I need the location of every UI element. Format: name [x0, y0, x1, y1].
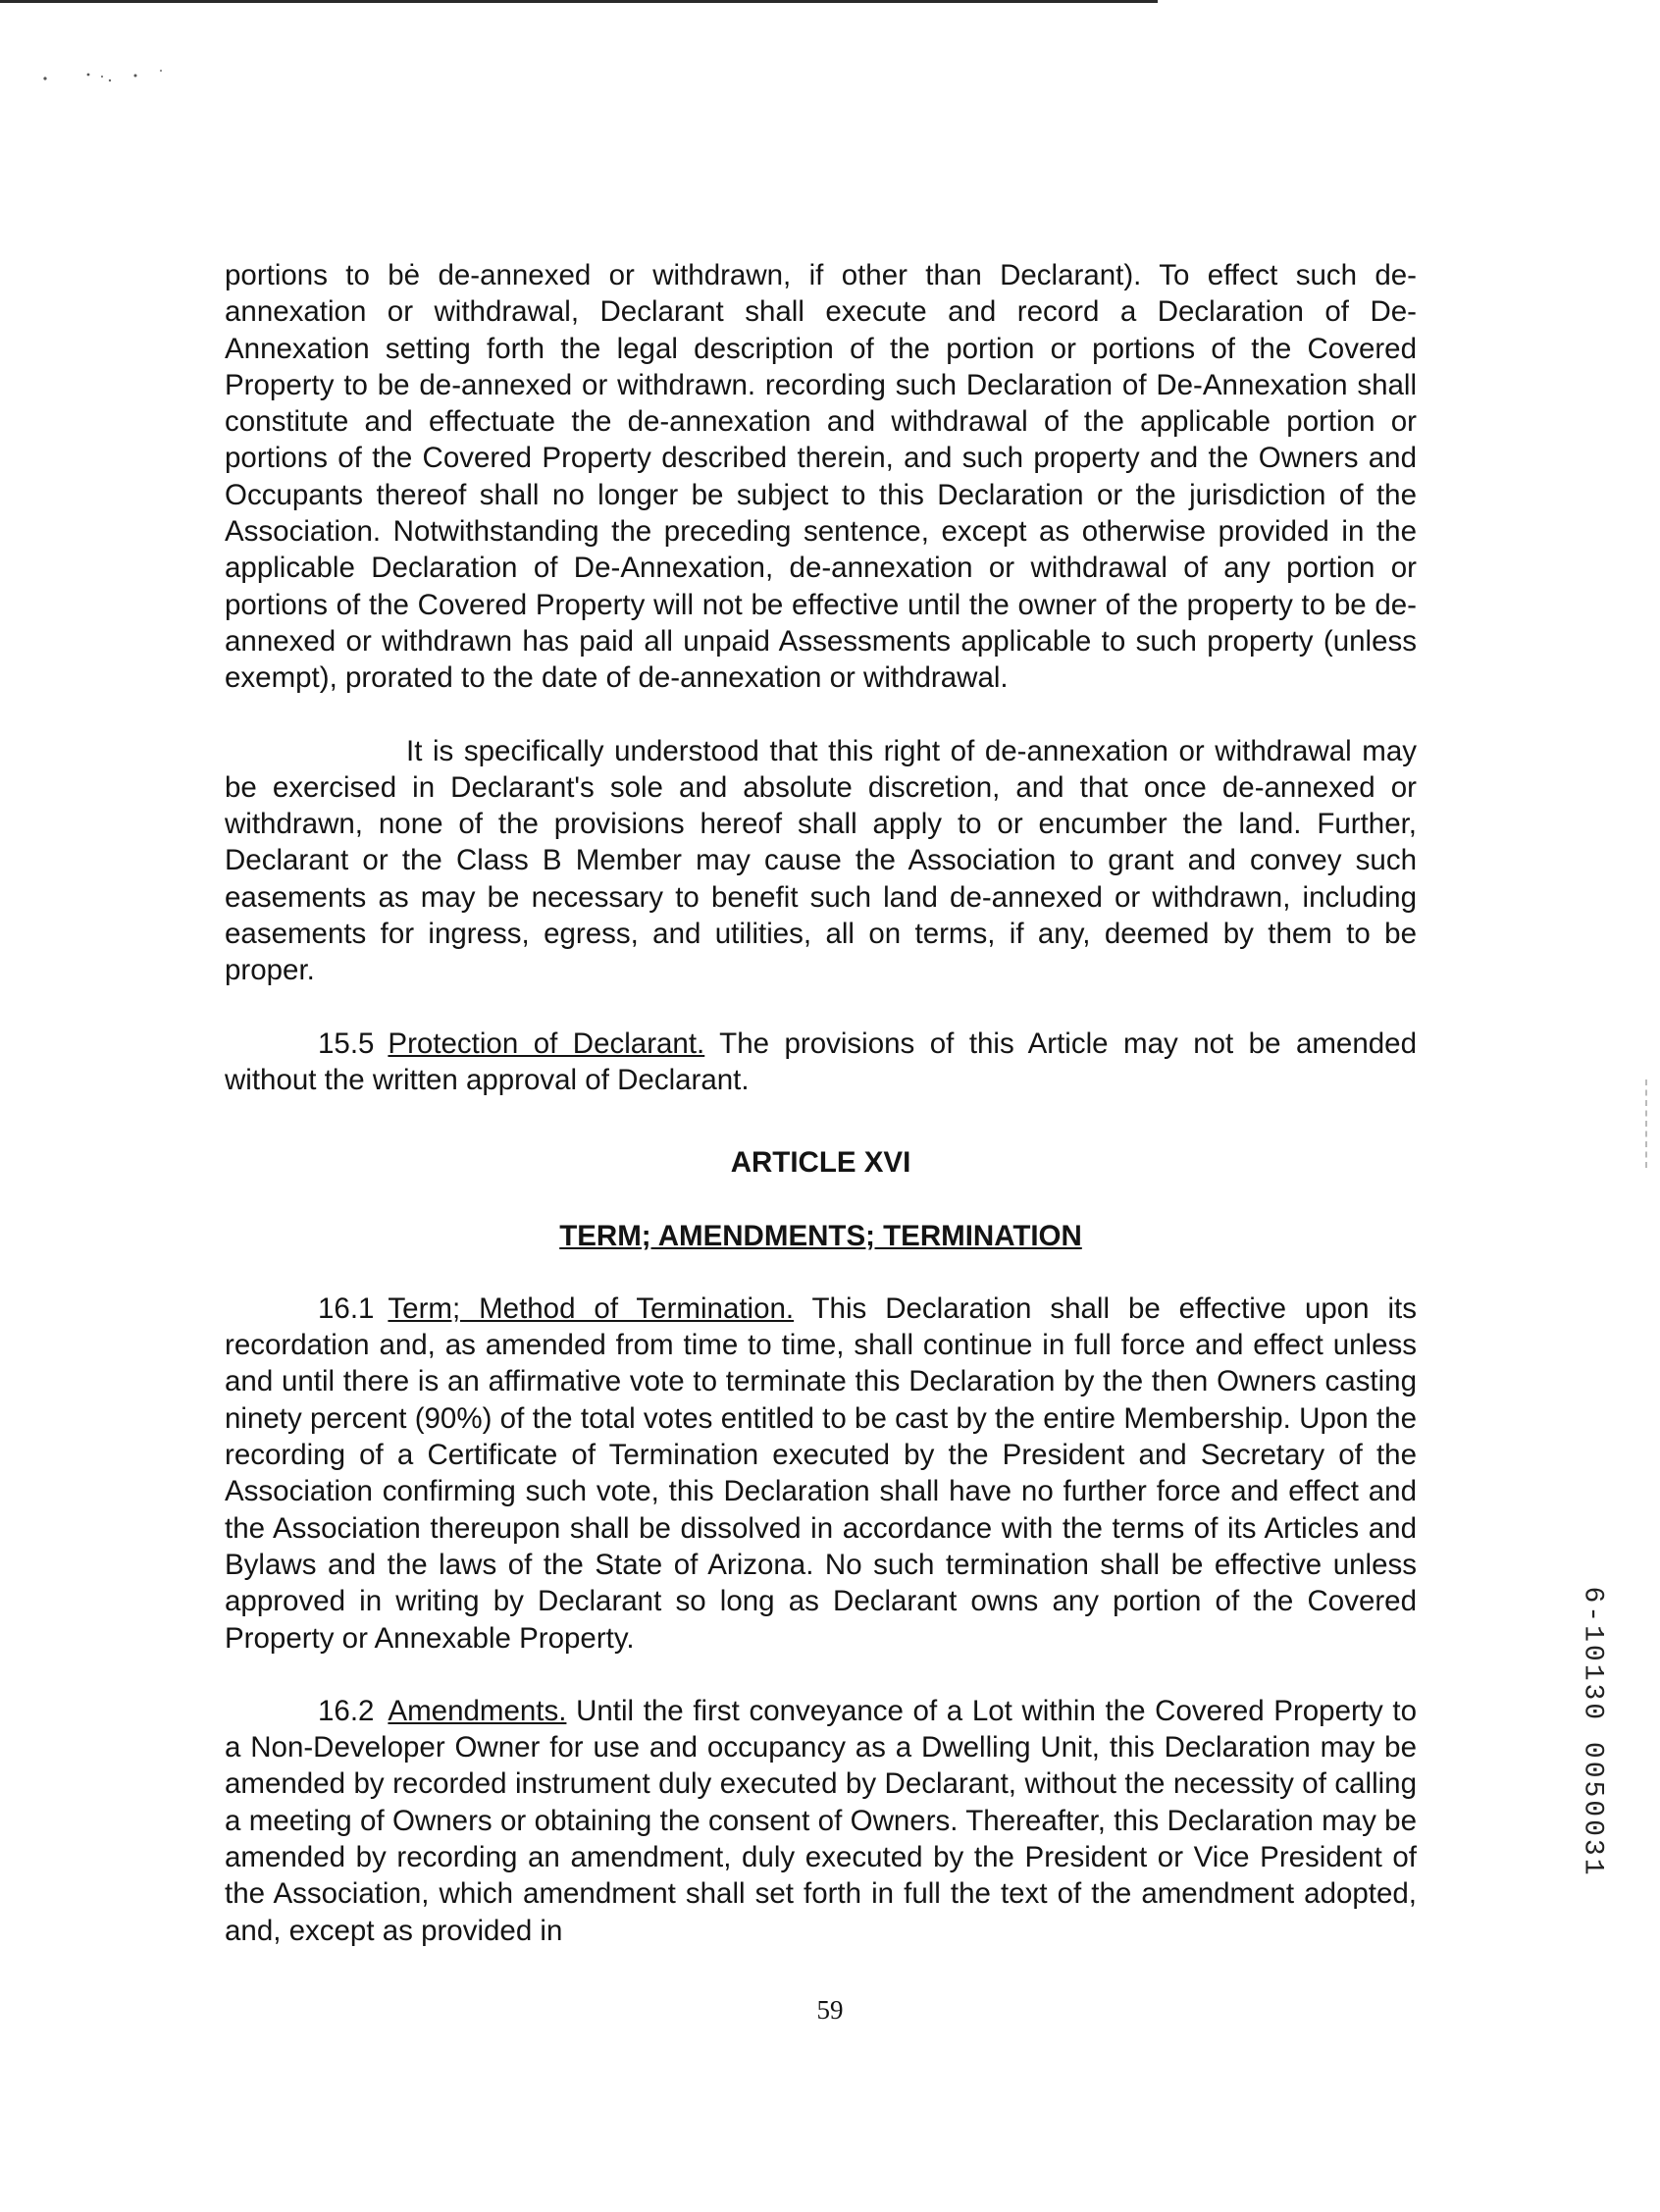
top-rule [0, 0, 1158, 3]
document-body [225, 257, 1417, 1949]
page-number: 59 [816, 1995, 844, 2025]
section-body: The provisions of this Article may not be amended without the written approval of Declarant. [225, 1027, 1417, 1096]
section-body: Until the first conveyance of a Lot within the Covered Property to a Non-Developer Owner for use and occupancy as a Dwelling Unit, this Declaration may be amended by recorded instrument duly executed by Declarant, without the necessity of calling a meeting of Owners or obtaining the consent of Owners. Thereafter, this Declaration may be amended by recording an amendment, duly executed by the President or Vice President of the Association, which amendment shall set forth in full the text of the amendment adopted, and, except as provided in [225, 1694, 1417, 1947]
section-title: Term; Method of Termination. [388, 1291, 795, 1325]
section-15-5 [225, 1026, 1417, 1099]
article-title: TERM; AMENDMENTS; TERMINATION [559, 1219, 1082, 1252]
section-16-2 [225, 1693, 1417, 1949]
section-number: 16.1 [318, 1291, 375, 1325]
section-number: 16.2 [318, 1694, 375, 1727]
paragraph-deannexation-procedure: portions to bė de-annexed or withdrawn, if other than Declarant). To effect such de-annexation or withdrawal, Declarant shall execute and record a Declaration of De-Annexation setting forth the legal description of the portion or portions of the Covered Property to be de-annexed or withdrawn. recording such Declaration of De-Annexation shall constitute and effectuate the de-annexation and withdrawal of the applicable portion or portions of the Covered Property described therein, and such property and the Owners and Occupants thereof shall no longer be subject to this Declaration or the jurisdiction of the Association. Notwithstanding the preceding sentence, except as otherwise provided in the applicable Declaration of De-Annexation, de-annexation or withdrawal of any portion or portions of the Covered Property will not be effective until the owner of the property to be de-annexed or withdrawn has paid all unpaid Assessments applicable to such property (unless exempt), prorated to the date of de-annexation or withdrawal. [225, 259, 1417, 695]
paragraph-deannexation-discretion: It is specifically understood that this right of de-annexation or withdrawal may be exercised in Declarant's sole and absolute discretion, and that once de-annexed or withdrawn, none of the provisions hereof shall apply to or encumber the land. Further, Declarant or the Class B Member may cause the Association to grant and convey such easements as may be necessary to benefit such land de-annexed or withdrawn, including easements for ingress, egress, and utilities, all on terms, if any, deemed by them to be proper. [225, 734, 1417, 987]
scan-edge-marks [1645, 1080, 1649, 1168]
section-title: Amendments. [388, 1694, 567, 1727]
section-16-1 [225, 1290, 1417, 1657]
section-number: 15.5 [318, 1027, 375, 1060]
section-body: This Declaration shall be effective upon its recordation and, as amended from time to time, shall continue in full force and effect unless and until there is an affirmative vote to terminate this Declaration by the then Owners casting ninety percent (90%) of the total votes entitled to be cast by the entire Membership. Upon the recording of a Certificate of Termination executed by the President and Secretary of the Association confirming such vote, this Declaration shall have no further force and effect and the Association thereupon shall be dissolved in accordance with the terms of its Articles and Bylaws and the laws of the State of Arizona. No such termination shall be effective unless approved in writing by Declarant so long as Declarant owns any portion of the Covered Property or Annexable Property. [225, 1291, 1418, 1655]
recording-stamp-text: 6-10130 0050031 [1577, 1586, 1608, 1878]
article-heading: ARTICLE XVI [730, 1146, 911, 1180]
scan-specks [37, 59, 233, 88]
section-title: Protection of Declarant. [388, 1027, 705, 1060]
recording-stamp [1578, 1575, 1607, 1889]
